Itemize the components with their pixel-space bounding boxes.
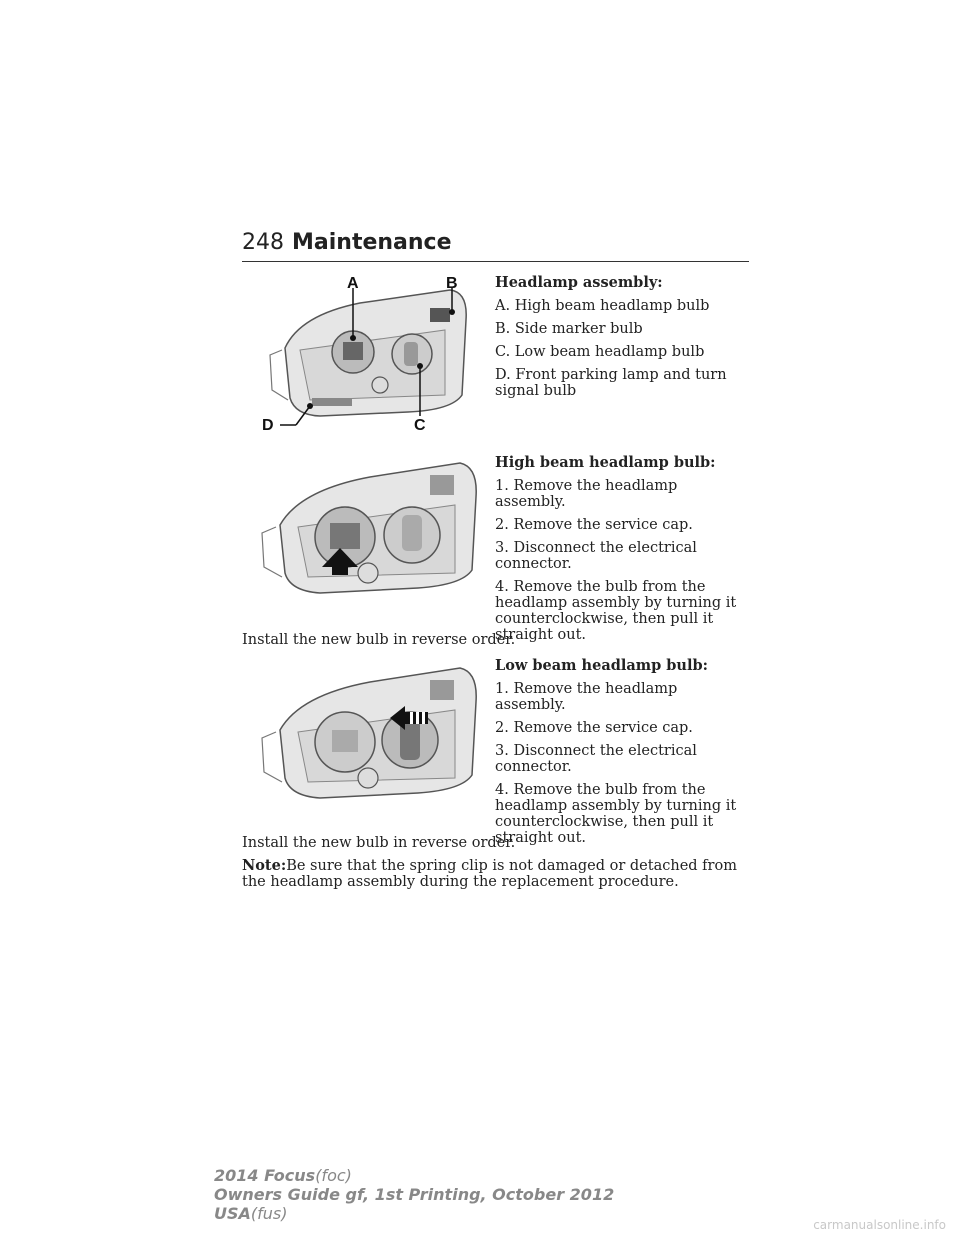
high-beam-step-2: 2. Remove the service cap.: [495, 517, 693, 533]
low-beam-step-4: 4. Remove the bulb from the headlamp assembly by turning it counterclockwise, then pull it straight out.: [495, 782, 737, 846]
low-beam-install-text: Install the new bulb in reverse order.: [242, 835, 516, 851]
watermark: carmanualsonline.info: [813, 1218, 946, 1232]
high-beam-step-1: 1. Remove the headlamp assembly.: [495, 478, 678, 510]
low-beam-heading: Low beam headlamp bulb:: [495, 657, 708, 674]
note-text: Be sure that the spring clip is not damaged or detached from the headlamp assembly during the replacement procedure.: [242, 858, 737, 890]
footer-guide: Owners Guide gf, 1st Printing, October 2012: [214, 1185, 615, 1204]
callout-a: A: [347, 275, 359, 292]
note-label: Note:: [242, 857, 287, 874]
headlamp-assembly-heading: Headlamp assembly:: [495, 274, 663, 291]
footer-model: 2014 Focus: [214, 1166, 316, 1185]
legend-item-d: D. Front parking lamp and turn signal bulb: [495, 367, 727, 399]
headlamp-assembly-figure: [240, 270, 490, 435]
headlamp-assembly-legend: [495, 275, 750, 406]
legend-item-c: C. Low beam headlamp bulb: [495, 344, 705, 360]
high-beam-install-text: Install the new bulb in reverse order.: [242, 632, 516, 648]
footer-model-code: (foc): [315, 1166, 352, 1185]
legend-item-a: A. High beam headlamp bulb: [495, 298, 710, 314]
callout-c: C: [414, 417, 426, 434]
low-beam-section: [495, 658, 750, 853]
low-beam-figure: [240, 660, 490, 810]
high-beam-heading: High beam headlamp bulb:: [495, 454, 716, 471]
callout-d: D: [262, 417, 274, 434]
low-beam-install-and-note: [242, 835, 752, 897]
low-beam-step-3: 3. Disconnect the electrical connector.: [495, 743, 697, 775]
footer-region-code: (fus): [250, 1204, 288, 1223]
high-beam-install: [242, 632, 752, 655]
high-beam-figure: [240, 455, 490, 605]
low-beam-step-2: 2. Remove the service cap.: [495, 720, 693, 736]
note-paragraph: [242, 858, 752, 890]
section-title: Maintenance: [292, 230, 452, 255]
high-beam-step-4: 4. Remove the bulb from the headlamp assembly by turning it counterclockwise, then pull it straight out.: [495, 579, 737, 643]
footer: [214, 1166, 614, 1223]
callout-b: B: [446, 275, 458, 292]
page-number: 248: [242, 230, 284, 255]
high-beam-step-3: 3. Disconnect the electrical connector.: [495, 540, 697, 572]
low-beam-step-1: 1. Remove the headlamp assembly.: [495, 681, 678, 713]
footer-region: USA: [214, 1204, 251, 1223]
legend-item-b: B. Side marker bulb: [495, 321, 643, 337]
header-rule: [242, 261, 749, 262]
high-beam-section: [495, 455, 750, 650]
